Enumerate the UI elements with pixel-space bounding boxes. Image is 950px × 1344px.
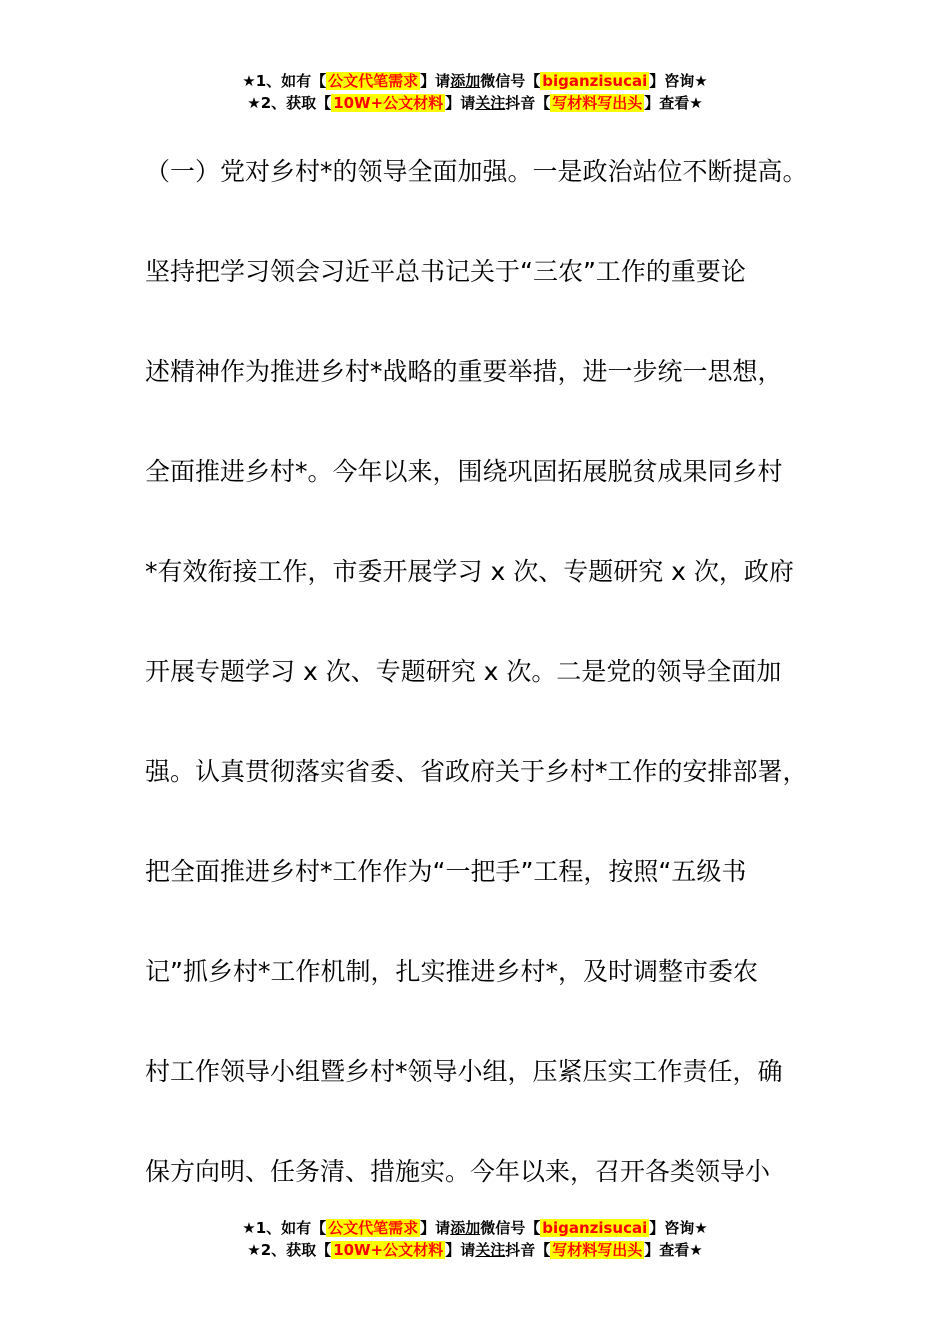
- body-line: 村工作领导小组暨乡村*领导小组，压紧压实工作责任，确: [145, 1057, 783, 1086]
- body-line: 记”抓乡村*工作机制，扎实推进乡村*，及时调整市委农: [145, 957, 758, 986]
- banner-text: 抖音【: [505, 94, 551, 112]
- banner-underlined: 关注: [475, 94, 506, 112]
- highlight-douyin-account: 写材料写出头: [552, 1241, 643, 1259]
- highlight-douyin-account: 写材料写出头: [552, 94, 643, 112]
- footer-banner: [0, 1217, 950, 1261]
- banner-text: 】查看★: [644, 94, 703, 112]
- banner-text: 】咨询★: [649, 1219, 708, 1237]
- banner-text: 】请: [445, 1241, 476, 1259]
- banner-line-1: [0, 70, 950, 92]
- highlight-wechat-id: biganzisucai: [542, 72, 648, 90]
- body-line: 把全面推进乡村*工作作为“一把手”工程，按照“五级书: [145, 857, 747, 886]
- banner-text: 】请: [420, 1219, 451, 1237]
- banner-text: ★2、获取【: [247, 94, 332, 112]
- body-line: 强。认真贯彻落实省委、省政府关于乡村*工作的安排部署，: [145, 757, 808, 786]
- highlight-materials: 10W+公文材料: [333, 1241, 444, 1259]
- banner-text: 抖音【: [505, 1241, 551, 1259]
- banner-text: 】请: [445, 94, 476, 112]
- banner-text: 】咨询★: [649, 72, 708, 90]
- banner-line-2: [0, 1239, 950, 1261]
- banner-underlined: 关注: [475, 1241, 506, 1259]
- body-line: 全面推进乡村*。今年以来，围绕巩固拓展脱贫成果同乡村: [145, 457, 783, 486]
- highlight-ghostwriting: 公文代笔需求: [328, 72, 419, 90]
- banner-line-1: [0, 1217, 950, 1239]
- body-line: 述精神作为推进乡村*战略的重要举措，进一步统一思想，: [145, 357, 783, 386]
- body-line: 保方向明、任务清、措施实。今年以来，召开各类领导小: [145, 1157, 771, 1186]
- banner-text: 微信号【: [480, 72, 541, 90]
- header-banner: [0, 70, 950, 114]
- highlight-ghostwriting: 公文代笔需求: [328, 1219, 419, 1237]
- document-body: [145, 122, 845, 1222]
- banner-text: 】请: [420, 72, 451, 90]
- banner-text: 微信号【: [480, 1219, 541, 1237]
- banner-text: ★2、获取【: [247, 1241, 332, 1259]
- banner-text: ★1、如有【: [242, 1219, 327, 1237]
- banner-text: 】查看★: [644, 1241, 703, 1259]
- banner-underlined: 添加: [450, 72, 481, 90]
- banner-line-2: [0, 92, 950, 114]
- highlight-materials: 10W+公文材料: [333, 94, 444, 112]
- body-line: *有效衔接工作，市委开展学习 x 次、专题研究 x 次，政府: [145, 557, 794, 586]
- body-line: 开展专题学习 x 次、专题研究 x 次。二是党的领导全面加: [145, 657, 782, 686]
- body-line: （一）党对乡村*的领导全面加强。一是政治站位不断提高。: [145, 157, 808, 186]
- highlight-wechat-id: biganzisucai: [542, 1219, 648, 1237]
- body-line: 坚持把学习领会习近平总书记关于“三农”工作的重要论: [145, 257, 746, 286]
- banner-underlined: 添加: [450, 1219, 481, 1237]
- banner-text: ★1、如有【: [242, 72, 327, 90]
